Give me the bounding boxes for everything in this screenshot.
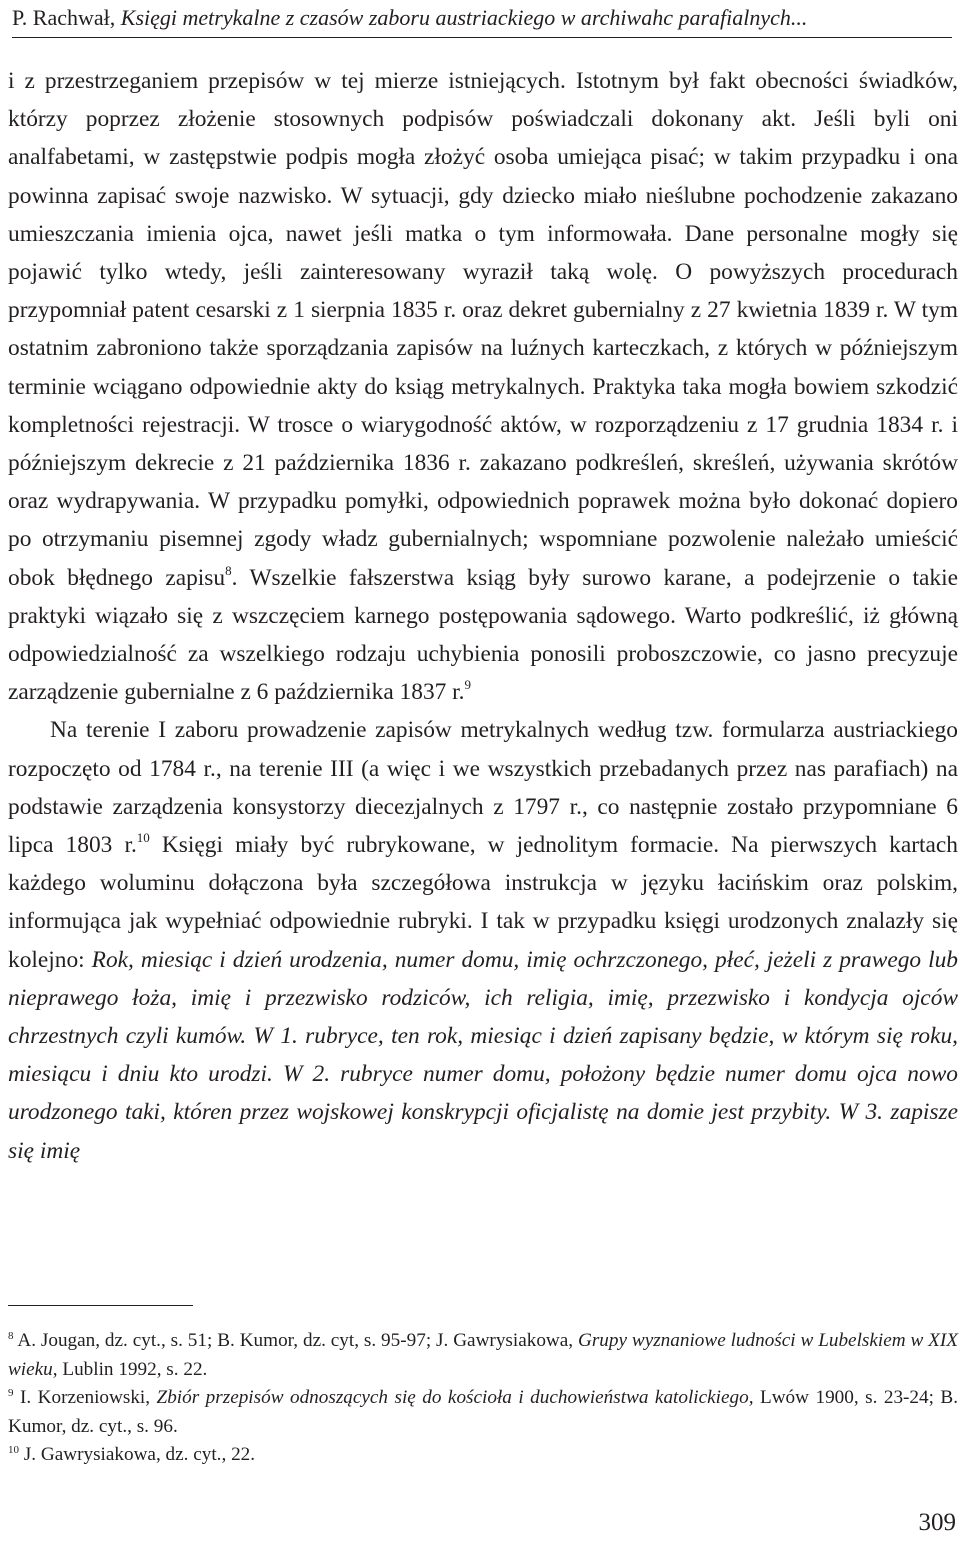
paragraph-1 bbox=[8, 62, 958, 711]
paragraph-2-text: Na terenie I zaboru prowadzenie zapisów metrykalnych według tzw. formularza austriackiego rozpoczęto od 1784 r., na terenie III (a więc i we wszystkich przebadanych przez nas parafiach) na podstawie zarządzenia konsystorzy diecezjalnych z 1797 r., co następnie zostało przypomniane 6 lipca 1803 r. bbox=[8, 717, 958, 859]
footnote-8 bbox=[8, 1327, 958, 1384]
paragraph-2-italic-quote: Rok, miesiąc i dzień urodzenia, numer domu, imię ochrzczonego, płeć, jeżeli z prawego lub nieprawego łoża, imię i przezwisko rodziców, ich religia, imię, przezwisko i kondycja ojców chrzestnych czyli kumów. W 1. rubryce, ten rok, miesiąc i dzień zapisany będzie, w którym się roku, miesiącu i dniu kto urodzi. W 2. rubryce numer domu, położony będzie numer domu ojca nowo urodzonego taki, któren przez wojskowej konskrypcji oficjalistę na domie jest przybity. W 3. zapisze się imię bbox=[8, 946, 958, 1164]
header-author: P. Rachwał, bbox=[12, 5, 121, 30]
footnote-ref-9[interactable]: 9 bbox=[464, 677, 472, 693]
footnote-text: I. Korzeniowski, bbox=[13, 1387, 157, 1408]
footnote-title: Zbiór przepisów odnoszących się do kościoła i duchowieństwa katolickiego, bbox=[156, 1387, 754, 1408]
paragraph-2-text-cont: Księgi miały być rubrykowane, w jednolitym formacie. Na pierwszych kartach każdego woluminu dołączona była szczegółowa instrukcja w języku łacińskim oraz polskim, informująca jak wypełniać odpowiednie rubryki. I tak w przypadku księgi urodzonych znalazły się kolejno: bbox=[8, 832, 958, 973]
footnotes bbox=[8, 1327, 958, 1470]
header-title: Księgi metrykalne z czasów zaboru austriackiego w archiwahc parafialnych... bbox=[120, 5, 808, 30]
paragraph-1-text: i z przestrzeganiem przepisów w tej mierze istniejących. Istotnym był fakt obecności świadków, którzy poprzez złożenie stosownych podpisów poświadczali dokonany akt. Jeśli byli oni analfabetami, w zastępstwie podpis mogła złożyć osoba umiejąca pisać; w takim przypadku i ona powinna zapisać swoje nazwisko. W sytuacji, gdy dziecko miało nieślubne pochodzenie zakazano umieszczania imienia ojca, nawet jeśli matka o tym informowała. Dane personalne mogły się pojawić tylko wtedy, jeśli zainteresowany wyraził taką wolę. O powyższych procedurach przypomniał patent cesarski z 1 sierpnia 1835 r. oraz dekret gubernialny z 27 kwietnia 1839 r. W tym ostatnim zabroniono także sporządzania zapisów na luźnych karteczkach, z których w późniejszym terminie wciągano odpowiednie akty do ksiąg metrykalnych. Praktyka taka mogła bowiem szkodzić kompletności rejestracji. W trosce o wiarygodność aktów, w rozporządzeniu z 17 grudnia 1834 r. i późniejszym dekrecie z 21 października 1836 r. zakazano podkreśleń, skreśleń, używania skrótów oraz wydrapywania. W przypadku pomyłki, odpowiednich poprawek można było dokonać dopiero po otrzymaniu pisemnej zgody władz gubernialnych; wspomniane pozwolenie należało umieścić obok błędnego zapisu bbox=[8, 68, 958, 591]
footnote-9 bbox=[8, 1384, 958, 1441]
running-header bbox=[12, 4, 952, 38]
footnote-ref-10[interactable]: 10 bbox=[136, 830, 150, 846]
paragraph-2 bbox=[8, 711, 958, 1169]
footnote-text-end: Lwów 1900, s. 23-24; B. Kumor, dz. cyt., s. 96. bbox=[8, 1387, 959, 1437]
footnote-title: Grupy wyznaniowe ludności w Lubelskiem w XIX wieku bbox=[8, 1330, 959, 1380]
footnote-text: J. Gawrysiakowa, dz. cyt., 22. bbox=[19, 1444, 256, 1465]
page-number: 309 bbox=[918, 1509, 956, 1536]
footnote-number: 8 bbox=[8, 1330, 14, 1342]
footnote-ref-8[interactable]: 8 bbox=[225, 562, 232, 578]
footnote-10 bbox=[8, 1441, 958, 1470]
footnote-text: A. Jougan, dz. cyt., s. 51; B. Kumor, dz. cyt, s. 95-97; J. Gawrysiakowa, bbox=[13, 1330, 578, 1351]
footnote-rule bbox=[8, 1305, 193, 1306]
body-text bbox=[8, 62, 958, 1170]
paragraph-1-text-cont: . Wszelkie fałszerstwa ksiąg były surowo karane, a podejrzenie o takie praktyki wiązało się z wszczęciem karnego postępowania sądowego. Warto podkreślić, iż główną odpowiedzialność za wszelkiego rodzaju uchybienia ponosili proboszczowie, co jasno precyzuje zarządzenie gubernialne z 6 października 1837 r. bbox=[8, 564, 958, 706]
header-rule bbox=[12, 37, 952, 38]
footnote-number: 10 bbox=[8, 1444, 19, 1456]
footnote-number: 9 bbox=[8, 1387, 14, 1399]
footnote-text-end: , Lublin 1992, s. 22. bbox=[52, 1358, 208, 1380]
